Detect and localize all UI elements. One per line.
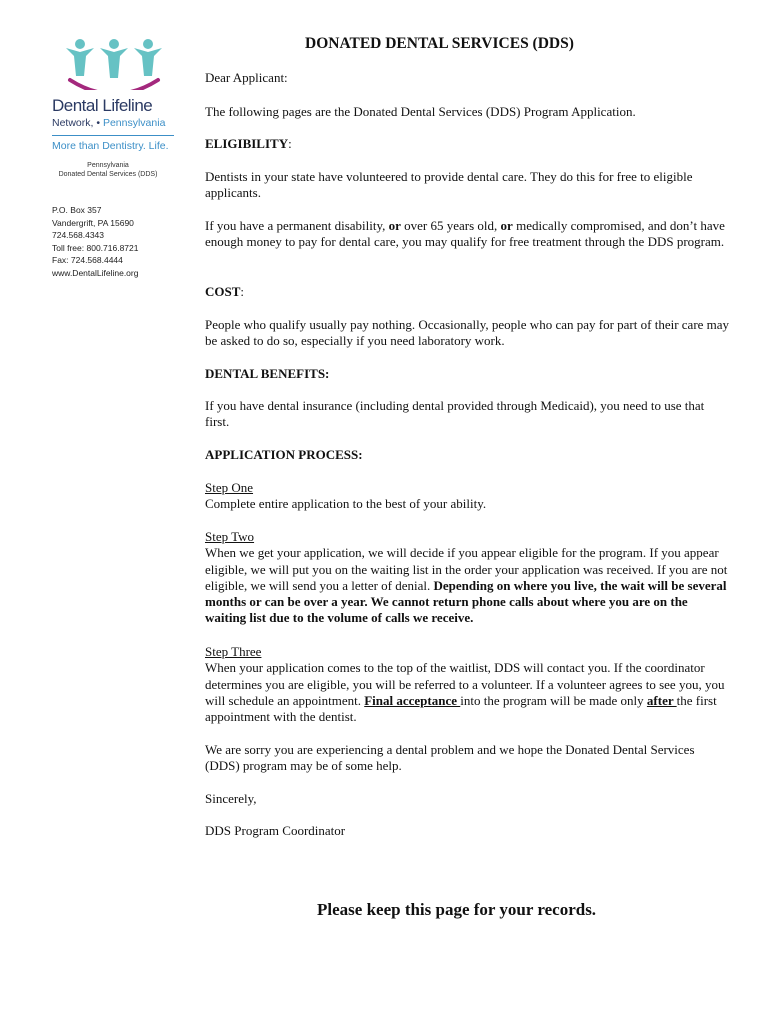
- step-two-body: When we get your application, we will decide if you appear eligible for the program. If you appear eligible, we will put you on the waiting list in the order your application was received. If you are not eligible, we will send you a letter of denial.: [205, 545, 728, 593]
- state-label: Pennsylvania: [102, 117, 166, 129]
- step-three-body-a: When your application comes to the top of the waitlist, DDS will contact you. If the coordinator determines you are eligible, you will be referred to a volunteer. If a volunteer agrees to see you, you will schedule an appointment.: [205, 660, 725, 708]
- org-name: Dental Lifeline: [52, 96, 153, 115]
- brand-divider: [52, 135, 174, 136]
- closing-paragraph: We are sorry you are experiencing a dental problem and we hope the Donated Dental Services (DDS) program may be of some help.: [205, 742, 695, 774]
- sub-org-line2: Donated Dental Services (DDS): [58, 171, 158, 178]
- website: www.DentalLifeline.org: [52, 267, 139, 278]
- step-two: [205, 529, 730, 627]
- footer-note: Please keep this page for your records.: [317, 900, 597, 919]
- step-two-label: [205, 529, 730, 545]
- step-one-label-text: Step One: [205, 480, 254, 495]
- eligibility-or-2: or: [500, 218, 513, 233]
- fax: Fax: 724.568.4444: [52, 255, 123, 265]
- eligibility-or-1: or: [388, 218, 401, 233]
- step-two-text: [205, 545, 730, 626]
- benefits-heading-text: DENTAL BENEFITS:: [205, 366, 330, 381]
- eligibility-heading: ELIGIBILITY:: [205, 136, 292, 151]
- benefits-heading: [205, 366, 730, 382]
- contact-block: [52, 204, 187, 279]
- eligibility-text-b: over 65 years old,: [400, 218, 501, 233]
- po-box: P.O. Box 357: [52, 205, 102, 215]
- cost-paragraph: People who qualify usually pay nothing. Occasionally, people who can pay for part of their care may be asked to do so, especially if you need laboratory work.: [205, 317, 730, 349]
- org-network-line: Network, • Pennsylvania: [52, 117, 166, 129]
- sub-org-label: [52, 161, 164, 179]
- step-three-label: [205, 644, 730, 660]
- step-three-text: [205, 660, 730, 725]
- step-two-bold: Depending on where you live, the wait will be several months or can be over a year. We cannot return phone calls about where you are on the waiting list due to the volume of calls we receive.: [205, 577, 727, 626]
- eligibility-text-c: medically compromised, and don’t have enough money to pay for dental care, you may qualify for free treatment through the DDS program.: [205, 218, 725, 250]
- page-title: DONATED DENTAL SERVICES (DDS): [305, 35, 574, 52]
- city: Vandergrift, PA 15690: [52, 217, 134, 228]
- cost-heading: COST:: [205, 284, 245, 299]
- intro-paragraph: The following pages are the Donated Dental Services (DDS) Program Application.: [205, 104, 636, 119]
- network-label: Network: [52, 117, 91, 129]
- benefits-paragraph: If you have dental insurance (including dental provided through Medicaid), you need to use that first.: [205, 398, 705, 430]
- eligibility-paragraph-2: [205, 218, 730, 251]
- step-three-label-text: Step Three: [205, 644, 262, 659]
- letterhead-sidebar: [52, 38, 187, 279]
- cost-heading-text: COST: [205, 284, 241, 299]
- signature: DDS Program Coordinator: [205, 823, 346, 838]
- dental-lifeline-people-logo-icon: [64, 38, 164, 90]
- step-three-body-c: the first appointment with the dentist.: [205, 692, 717, 725]
- eligibility-text-a: If you have a permanent disability,: [205, 218, 389, 233]
- step-two-label-text: Step Two: [205, 529, 255, 544]
- eligibility-heading-text: ELIGIBILITY: [205, 136, 289, 151]
- phone: 724.568.4343: [52, 230, 104, 240]
- step-one: [205, 480, 730, 513]
- toll-free: Toll free: 800.716.8721: [52, 242, 139, 253]
- salutation: Dear Applicant:: [205, 70, 288, 85]
- step-three-body-b: into the program will be made only: [460, 692, 647, 708]
- step-one-text: Complete entire application to the best of your ability.: [205, 496, 487, 512]
- step-one-label: [205, 480, 730, 496]
- process-heading: [205, 447, 730, 463]
- after-text: after: [646, 692, 677, 708]
- eligibility-paragraph-1: Dentists in your state have volunteered to provide dental care. They do this for free to eligible applicants.: [205, 169, 693, 201]
- signoff: Sincerely,: [205, 791, 257, 806]
- final-acceptance-text: Final acceptance: [364, 692, 461, 708]
- sub-org-line1: Pennsylvania: [87, 162, 129, 169]
- tagline: More than Dentistry. Life.: [52, 140, 169, 152]
- step-three: [205, 644, 730, 725]
- process-heading-text: APPLICATION PROCESS:: [205, 447, 363, 462]
